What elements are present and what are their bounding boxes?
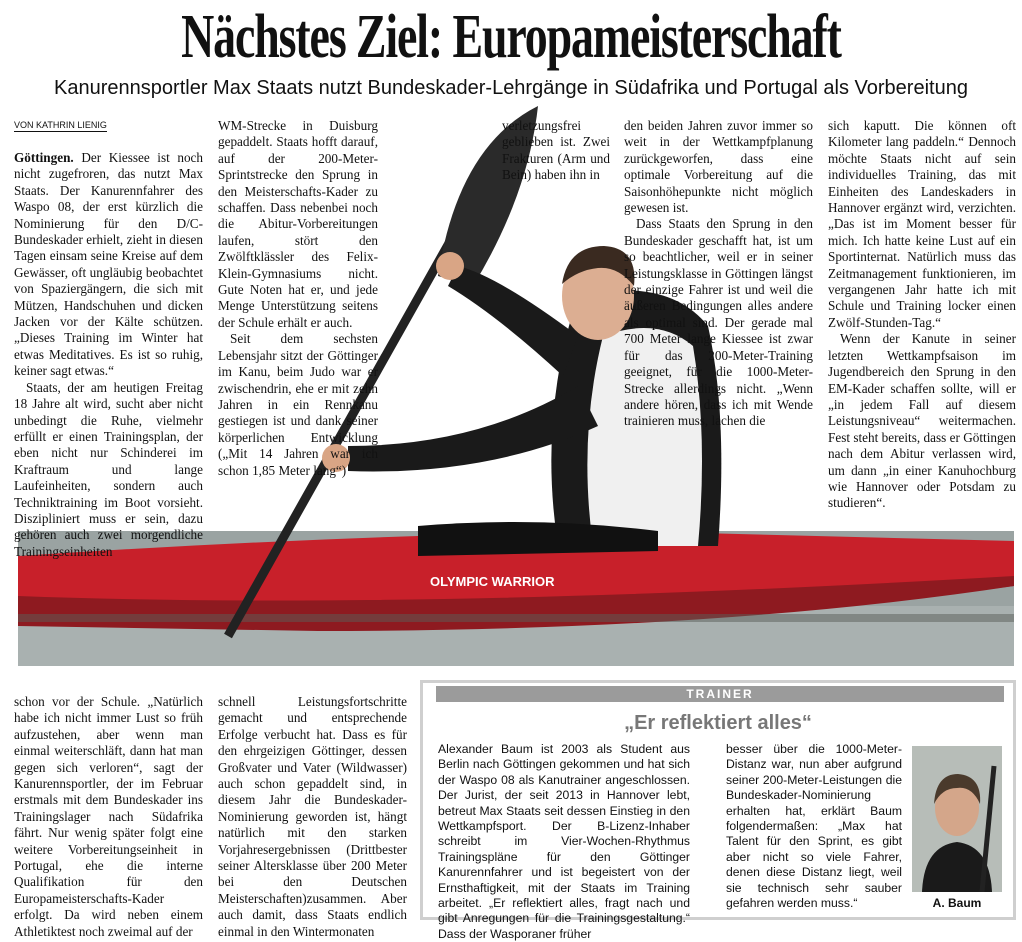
article-column-7: [218, 694, 407, 940]
article-column-6: [14, 694, 203, 940]
dateline: Göttingen.: [14, 150, 74, 165]
article-paragraph: den beiden Jahren zuvor immer so weit in der Wettkampfplanung zurückgeworfen, dass eine optimale Vorbereitung auf die Saisonhöhepunkte nicht möglich gewesen ist.: [624, 118, 813, 216]
trainer-column-1: Alexander Baum ist 2003 als Student aus Berlin nach Göttingen gekommen und hat sich der Waspo 08 als Kanutrainer angeschlossen. Der Jurist, der seit 2013 in Hannover lebt, betreut Max Staats seit dessen Einstieg in den Wettkampfsport. Der B-Lizenz-Inhaber schreibt im Vier-Wochen-Rhythmus Trainingspläne für den Göttinger Kanurennfahrer und ist begeistert von der Ernsthaftigkeit, mit der Staats im Training arbeitet. „Er reflektiert alles, fragt nach und gibt Anregungen für die Trainingsgestaltung.“ Dass der Wasporaner früher: [438, 742, 690, 941]
headline: Nächstes Ziel: Europameisterschaft: [181, 3, 841, 71]
article-column-2: [218, 118, 378, 479]
article-paragraph: schon vor der Schule. „Natürlich habe ich nicht immer Lust so früh aufzustehen, aber wenn man einmal weiterschläft, dann hat man gegen sich verloren“, sagt der Kanurennsportler, der im Februar erstmals mit dem Bundeskader ins Trainingslager nach Südafrika fährt. Nur wenig später folgt eine weitere Vorbereitungseinheit in Portugal, ehe die interne Qualifikation für den Europameisterschafts-Kader erfolgt. Da wird neben einem Athletiktest noch zweimal auf der: [14, 694, 203, 939]
article-column-4: [624, 118, 813, 430]
article-paragraph: verletzungsfrei geblieben ist. Zwei Frakturen (Arm und Bein) haben ihn in: [502, 118, 610, 183]
article-column-3: [502, 118, 610, 184]
article-paragraph: Staats, der am heutigen Freitag 18 Jahre alt wird, sucht aber nicht unbedingt die Ruhe, vielmehr erfüllt er einen Trainingsplan, der eben nicht nur Schinderei im Kraftraum und lange Laufeinheiten, sondern auch Techniktraining im Boot vorsieht. Diszipliniert muss er sein, dazu gehören auch zwei morgendliche Trainingseinheiten: [14, 379, 203, 559]
trainer-title: „Er reflektiert alles“: [624, 712, 812, 734]
article-paragraph: schnell Leistungsfortschritte gemacht und entsprechende Erfolge verbucht hat. Dass es für den ehrgeizigen Göttinger, dessen Großvater und Vater (Wildwasser) auch schon gepaddelt sind, in diesem Jahr die Bundeskader-Nominierung geworden ist, hängt natürlich mit den starken Vorjahresergebnissen (Drittbester seiner Altersklasse über 200 Meter bei den Deutschen Meisterschaften)zusammen. Aber auch damit, dass Staats endlich einmal in den Wintermonaten: [218, 694, 407, 939]
article-paragraph: Seit dem sechsten Lebensjahr sitzt der Göttinger im Kanu, beim Judo war er zwischendrin, ehe er mit zehn Jahren in ein Rennkanu gestiegen ist und dank seiner körperlichen Entwicklung („Mit 14 Jahren war ich schon 1,85 Meter lang“): [218, 331, 378, 478]
boat-label: OLYMPIC WARRIOR: [430, 574, 555, 589]
article-paragraph: Dass Staats den Sprung in den Bundeskader geschafft hat, ist um so beachtlicher, weil er in seiner Leistungsklasse in Göttingen längst der einzige Fahrer ist und weil die äußeren Bedingungen alles andere als optimal sind. Der gerade mal 700 Meter lange Kiessee ist zwar für das 200-Meter-Training geeignet, für die 1000-Meter-Strecke allerdings nicht. „Wenn andere hören, dass ich mit Wende trainieren muss, lachen die: [624, 216, 813, 429]
article-paragraph: sich kaputt. Die können oft Kilometer lang paddeln.“ Dennoch möchte Staats nicht auf sein individuelles Training, das mit Einheiten des Landeskaders in Hannover ergänzt wird, verzichten. „Das ist im Moment besser für mich. Ich hatte keine Lust auf ein Sportinternat. Natürlich muss das Zeitmanagement funktionieren, im vergangenen Jahr hatte ich mit Schule und Training locker einen Zwölf-Stunden-Tag.“: [828, 118, 1016, 330]
article-column-5: [828, 118, 1016, 512]
trainer-label: TRAINER: [436, 686, 1004, 702]
trainer-column-2: besser über die 1000-Meter-Distanz war, nun aber aufgrund seiner 200-Meter-Leistungen die Bundeskader-Nominierung erhalten hat, erklärt Baum folgendermaßen: „Max hat Talent für den Sprint, es gibt aber nicht so viele Fahrer, denen diese Distanz liegt, weil sie technisch sehr sauber gefahren werden muss.“: [726, 742, 902, 911]
trainer-portrait: [912, 746, 1002, 892]
portrait-caption: A. Baum: [932, 896, 982, 910]
subheadline: Kanurennsportler Max Staats nutzt Bundeskader-Lehrgänge in Südafrika und Portugal als Vorbereitung: [54, 77, 968, 99]
article-column-1: [14, 150, 203, 560]
byline: VON KATHRIN LIENIG: [14, 120, 107, 130]
article-paragraph: WM-Strecke in Duisburg gepaddelt. Staats hofft darauf, auf der 200-Meter-Sprintstrecke den Sprung in den Meisterschafts-Kader zu schaffen. Dass nebenbei noch die Abitur-Vorbereitungen laufen, stört den Zwölftklässler des Felix-Klein-Gymnasiums nicht. Gute Noten hat er, und jede Menge Unterstützung seitens der Schule erhält er auch.: [218, 118, 378, 330]
article-paragraph: Der Kiessee ist noch nicht zugefroren, das nutzt Max Staats. Der Kanurennfahrer des Waspo 08, der erst kürzlich die Nominierung für den D/C-Bundeskader erhielt, zieht in diesen Tagen einsam seine Kreise auf dem Gewässer, oft ungläubig beobachtet von Spaziergängern, die sich mit Mützen, Handschuhen und dicken Jacken vor der Kälte schützen. „Dieses Training im Winter hat etwas Meditatives. Es ist so ruhig, keiner sagt etwas.“: [14, 150, 203, 379]
article-paragraph: Wenn der Kanute in seiner letzten Wettkampfsaison im Jugendbereich den Sprung in den EM-Kader schaffen sollte, will er „in jedem Fall auf diesem Leistungsniveau“ weitermachen. Fest steht bereits, dass er Göttingen nach dem Abitur verlassen wird, um dann „in einer Kanuhochburg wie Hannover oder Potsdam zu studieren“.: [828, 331, 1016, 511]
